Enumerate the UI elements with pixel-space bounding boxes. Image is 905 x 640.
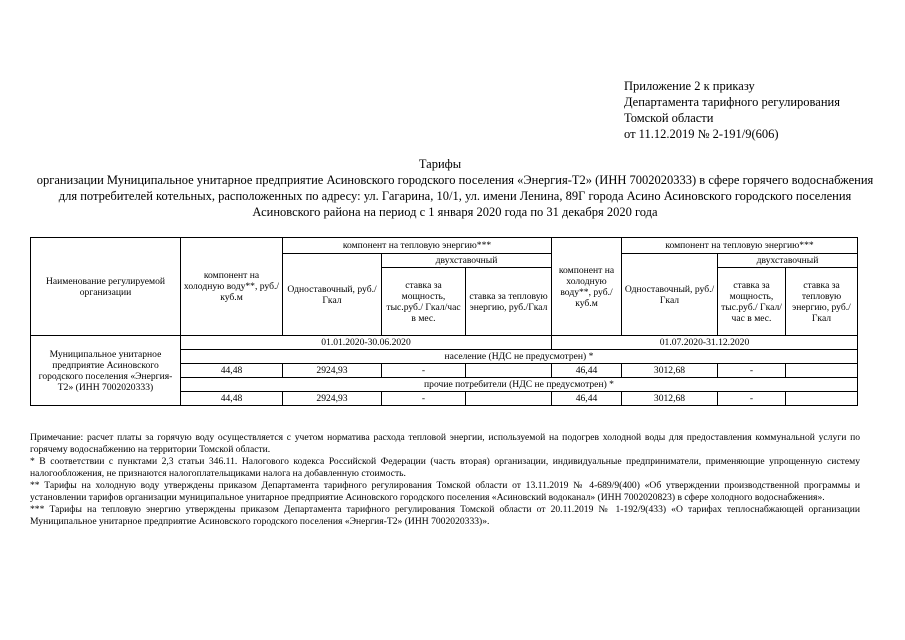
appendix-line: Томской области	[624, 111, 714, 125]
cell-energy-rate	[786, 364, 858, 378]
header-cold-water-2: компонент на холодную воду**, руб./куб.м	[552, 238, 622, 336]
header-single-rate-1: Одноставочный, руб./Гкал	[283, 254, 382, 336]
note-cold-water: ** Тарифы на холодную воду утверждены приказом Департамента тарифного регулирования Томской области от 13.11.2019 № 4-689/9(400) «Об утверждении производственной программы и установлении тарифов организации муниципальное унитарное предприятие Асиновского городского поселения «Асиновский водоканал» (ИНН 7002020823) в сфере холодного водоснабжения».	[30, 480, 860, 503]
header-two-rate-2: двухставочный	[718, 254, 858, 268]
cell-energy-rate	[466, 364, 552, 378]
note-main: Примечание: расчет платы за горячую воду осуществляется с учетом норматива расхода тепловой энергии, используемой на подогрев холодной воды для предоставления коммунальной услуги по горячему водоснабжению на территории Томской области.	[30, 432, 860, 455]
header-energy-rate-1: ставка за тепловую энергию, руб./Гкал	[466, 268, 552, 336]
cell-energy-rate	[466, 392, 552, 406]
cell-energy-rate	[786, 392, 858, 406]
cell-single-rate: 3012,68	[622, 392, 718, 406]
cell-cold-water: 46,44	[552, 364, 622, 378]
appendix-line: Департамента тарифного регулирования	[624, 95, 840, 109]
group-population: население (НДС не предусмотрен) *	[181, 350, 858, 364]
period-2: 01.07.2020-31.12.2020	[552, 336, 858, 350]
group-other-consumers: прочие потребители (НДС не предусмотрен) *	[181, 378, 858, 392]
cell-power-rate: -	[382, 364, 466, 378]
header-power-rate-2: ставка за мощность, тыс.руб./ Гкал/час в мес.	[718, 268, 786, 336]
header-energy-rate-2: ставка за тепловую энергию, руб./Гкал	[786, 268, 858, 336]
cell-single-rate: 2924,93	[283, 392, 382, 406]
header-power-rate-1: ставка за мощность, тыс.руб./ Гкал/час в мес.	[382, 268, 466, 336]
header-heat-component-2: компонент на тепловую энергию***	[622, 238, 858, 254]
header-single-rate-2: Одноставочный, руб./Гкал	[622, 254, 718, 336]
org-name-cell: Муниципальное унитарное предприятие Асиновского городского поселения «Энергия-Т2» (ИНН 7002020333)	[31, 336, 181, 406]
cell-power-rate: -	[718, 364, 786, 378]
cell-cold-water: 44,48	[181, 364, 283, 378]
cell-single-rate: 2924,93	[283, 364, 382, 378]
cell-power-rate: -	[382, 392, 466, 406]
period-1: 01.01.2020-30.06.2020	[181, 336, 552, 350]
header-cold-water-1: компонент на холодную воду**, руб./куб.м	[181, 238, 283, 336]
appendix-line: Приложение 2 к приказу	[624, 79, 755, 93]
header-two-rate-1: двухставочный	[382, 254, 552, 268]
tariffs-table	[30, 237, 858, 406]
note-vat: * В соответствии с пунктами 2,3 статьи 346.11. Налогового кодекса Российской Федерации (часть вторая) организации, индивидуальные предприниматели, применяющие упрощенную систему налогообложения, не признаются налогоплательщиками налога на добавленную стоимость.	[30, 456, 860, 479]
note-heat-energy: *** Тарифы на тепловую энергию утверждены приказом Департамента тарифного регулирования Томской области от 20.11.2019 № 1-192/9(433) «О тарифах теплоснабжающей организации Муниципальное унитарное предприятие Асиновского городского поселения «Энергия-Т2» (ИНН 7002020333)».	[30, 504, 860, 527]
header-org-name: Наименование регулируемой организации	[31, 238, 181, 336]
header-heat-component-1: компонент на тепловую энергию***	[283, 238, 552, 254]
cell-single-rate: 3012,68	[622, 364, 718, 378]
document-subtitle: организации Муниципальное унитарное предприятие Асиновского городского поселения «Энергия-Т2» (ИНН 7002020333) в сфере горячего водоснабжения для потребителей котельных, расположенных по адресу: ул. Гагарина, 10/1, ул. имени Ленина, 89Г города Асино Асиновского городского поселения Асиновского района на период с 1 января 2020 года по 31 декабря 2020 года	[36, 173, 874, 219]
appendix-header	[624, 78, 894, 142]
document-title: Тарифы	[418, 157, 462, 171]
notes	[30, 432, 860, 528]
appendix-line: от 11.12.2019 № 2-191/9(606)	[624, 127, 779, 141]
cell-cold-water: 46,44	[552, 392, 622, 406]
cell-power-rate: -	[718, 392, 786, 406]
cell-cold-water: 44,48	[181, 392, 283, 406]
